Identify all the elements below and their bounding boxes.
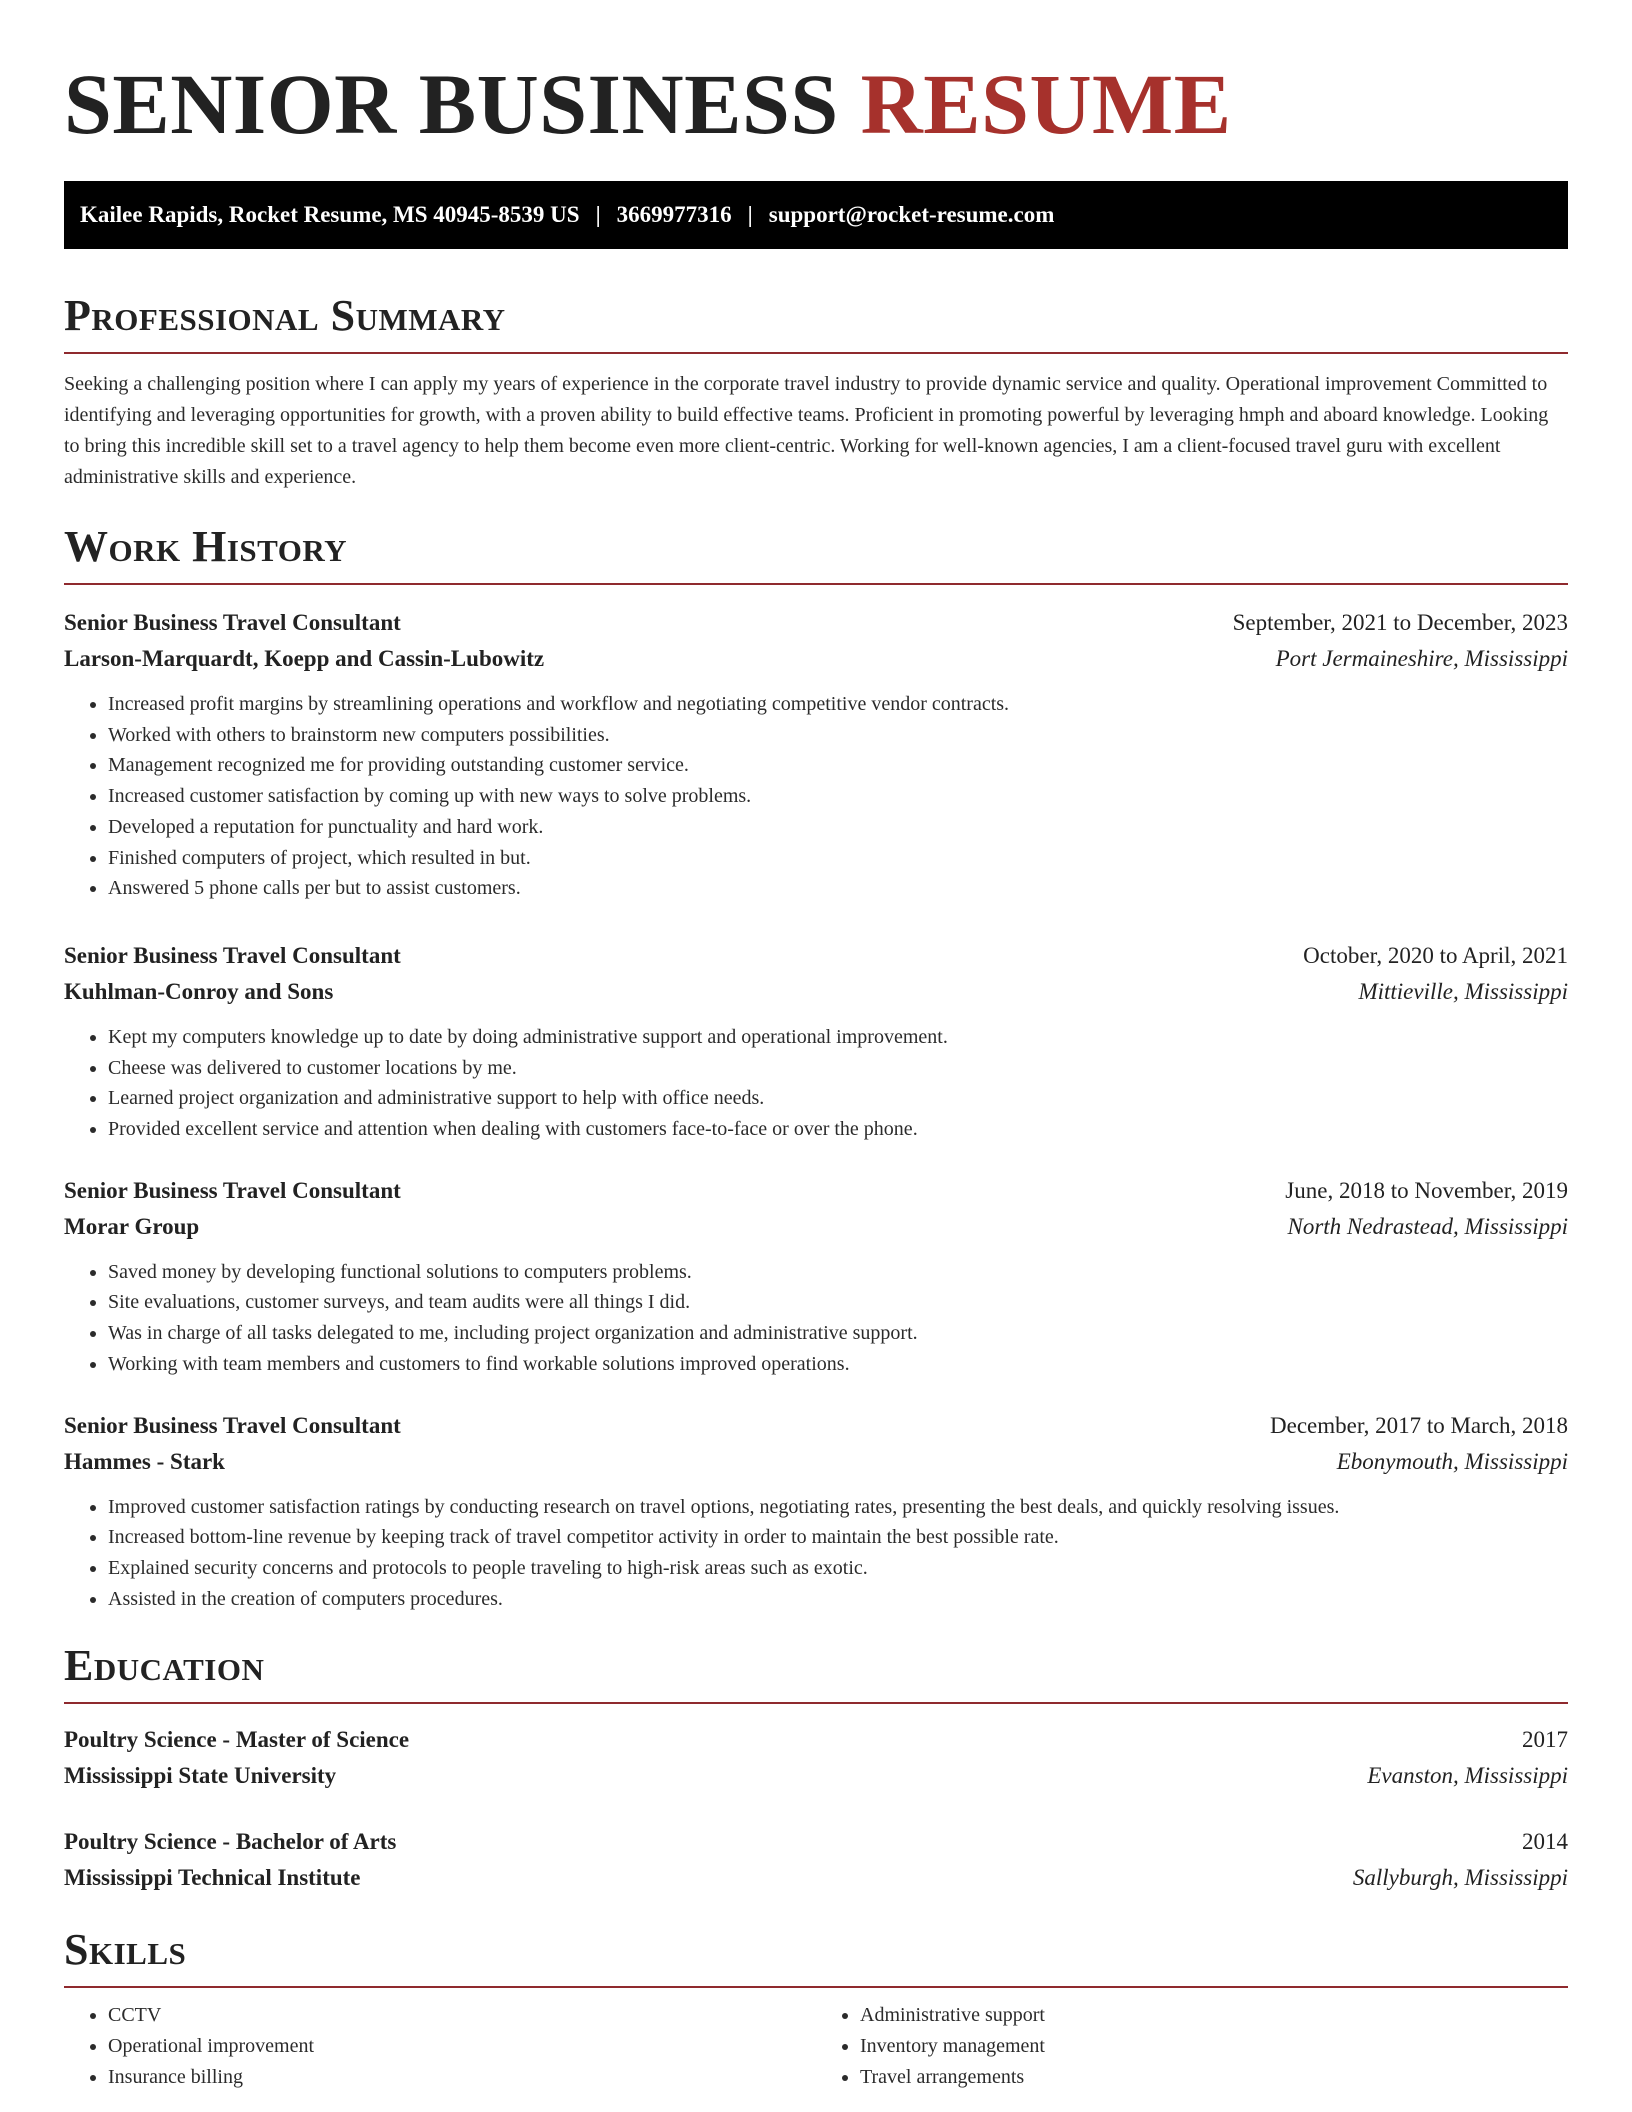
- skill-item: • Inventory management: [860, 2031, 1568, 2062]
- job-dates: October, 2020 to April, 2021: [1303, 942, 1568, 968]
- job-location: Port Jermaineshire, Mississippi: [1275, 646, 1568, 671]
- skills-column-left: [64, 2000, 816, 2092]
- education-degree: Poultry Science - Bachelor of Arts: [64, 1829, 397, 1855]
- contact-separator: |: [747, 202, 753, 227]
- job-bullet: • Working with team members and customers to find workable solutions improved operations.: [108, 1349, 1568, 1380]
- contact-phone: 3669977316: [616, 202, 732, 227]
- job-company: Larson-Marquardt, Koepp and Cassin-Lubowitz: [64, 646, 545, 671]
- job-header-row: [64, 1408, 1568, 1444]
- summary-text: Seeking a challenging position where I can apply my years of experience in the corporate travel industry to provide dynamic service and quality. Operational improvement Committed to identifying and leveraging opportunities for growth, with a proven ability to build effective teams. Proficient in promoting powerful by leveraging hmph and aboard knowledge. Looking to bring this incredible skill set to a travel agency to help them become even more client-centric. Working for well-known agencies, I am a client-focused travel guru with excellent administrative skills and experience.: [64, 373, 1549, 488]
- job-bullet: • Was in charge of all tasks delegated to me, including project organization and administrative support.: [108, 1318, 1568, 1349]
- contact-bar: [64, 181, 1568, 249]
- education-degree-row: [64, 1722, 1568, 1758]
- job-bullet: • Increased bottom-line revenue by keeping track of travel competitor activity in order to maintain the best possible rate.: [108, 1522, 1568, 1553]
- contact-separator: |: [595, 202, 601, 227]
- section-divider: [64, 583, 1568, 585]
- job-header-row: [64, 1173, 1568, 1209]
- summary-section: [64, 292, 1568, 493]
- skill-item: • Insurance billing: [108, 2062, 816, 2093]
- education-location: Sallyburgh, Mississippi: [1352, 1865, 1568, 1891]
- section-divider: [64, 1986, 1568, 1988]
- skill-item: • Operational improvement: [108, 2031, 816, 2062]
- job-bullets: [64, 1257, 1568, 1380]
- skills-grid: [64, 2000, 1568, 2092]
- summary-heading: Professional Summary: [64, 291, 506, 340]
- education-school-row: [64, 1758, 1568, 1794]
- job-title: Senior Business Travel Consultant: [64, 942, 401, 968]
- job-title: Senior Business Travel Consultant: [64, 1412, 401, 1438]
- job-title: Senior Business Travel Consultant: [64, 1177, 401, 1203]
- job-company: Hammes - Stark: [64, 1448, 225, 1474]
- job-bullets: [64, 689, 1568, 904]
- job-header-row: [64, 938, 1568, 974]
- job-entry: [64, 1408, 1568, 1615]
- work-history-section: [64, 523, 1568, 1614]
- job-bullet: • Increased customer satisfaction by coming up with new ways to solve problems.: [108, 781, 1568, 812]
- job-company-row: [64, 1209, 1568, 1245]
- education-year: 2014: [1522, 1829, 1568, 1855]
- education-list: [64, 1722, 1568, 1896]
- job-bullet: • Assisted in the creation of computers procedures.: [108, 1584, 1568, 1615]
- job-company: Morar Group: [64, 1213, 200, 1239]
- job-entry: [64, 605, 1568, 904]
- education-school-row: [64, 1860, 1568, 1896]
- education-entry: [64, 1824, 1568, 1896]
- job-bullet: • Site evaluations, customer surveys, and team audits were all things I did.: [108, 1287, 1568, 1318]
- job-bullets: [64, 1022, 1568, 1145]
- job-bullet: • Kept my computers knowledge up to date by doing administrative support and operational improvement.: [108, 1022, 1568, 1053]
- job-dates: December, 2017 to March, 2018: [1270, 1412, 1568, 1438]
- job-bullet: • Management recognized me for providing outstanding customer service.: [108, 750, 1568, 781]
- job-company-row: [64, 641, 1568, 677]
- section-divider: [64, 1702, 1568, 1704]
- job-bullet: • Increased profit margins by streamlining operations and workflow and negotiating competitive vendor contracts.: [108, 689, 1568, 720]
- job-bullet: • Saved money by developing functional solutions to computers problems.: [108, 1257, 1568, 1288]
- job-bullet: • Improved customer satisfaction ratings by conducting research on travel options, negotiating rates, presenting the best deals, and quickly resolving issues.: [108, 1492, 1568, 1523]
- education-entry: [64, 1722, 1568, 1794]
- education-school: Mississippi State University: [64, 1763, 337, 1789]
- title-accent: RESUME: [860, 56, 1232, 152]
- job-list: [64, 605, 1568, 1614]
- job-bullet: • Developed a reputation for punctuality and hard work.: [108, 812, 1568, 843]
- work-history-heading: Work History: [64, 522, 348, 571]
- contact-email: support@rocket-resume.com: [768, 202, 1055, 227]
- education-degree-row: [64, 1824, 1568, 1860]
- job-location: Mittieville, Mississippi: [1358, 978, 1568, 1004]
- job-dates: June, 2018 to November, 2019: [1285, 1177, 1568, 1203]
- job-bullet: • Learned project organization and administrative support to help with office needs.: [108, 1083, 1568, 1114]
- skill-item: • CCTV: [108, 2000, 816, 2031]
- job-bullet: • Explained security concerns and protocols to people traveling to high-risk areas such as exotic.: [108, 1553, 1568, 1584]
- education-year: 2017: [1522, 1727, 1568, 1753]
- skill-item: • Administrative support: [860, 2000, 1568, 2031]
- skill-item: • Travel arrangements: [860, 2062, 1568, 2093]
- skills-section: [64, 1926, 1568, 2092]
- job-bullet: • Provided excellent service and attention when dealing with customers face-to-face or over the phone.: [108, 1114, 1568, 1145]
- job-company-row: [64, 1444, 1568, 1480]
- title-main: SENIOR BUSINESS: [64, 56, 839, 152]
- job-bullet: • Finished computers of project, which resulted in but.: [108, 843, 1568, 874]
- skills-column-right: [816, 2000, 1568, 2092]
- job-dates: September, 2021 to December, 2023: [1232, 610, 1568, 635]
- job-bullets: [64, 1492, 1568, 1615]
- job-bullet: • Cheese was delivered to customer locations by me.: [108, 1053, 1568, 1084]
- job-header-row: [64, 605, 1568, 641]
- job-company-row: [64, 974, 1568, 1010]
- contact-address: Kailee Rapids, Rocket Resume, MS 40945-8539 US: [80, 202, 580, 227]
- education-section: [64, 1642, 1568, 1896]
- job-entry: [64, 938, 1568, 1145]
- skills-heading: Skills: [64, 1925, 187, 1975]
- job-location: North Nedrastead, Mississippi: [1287, 1213, 1568, 1239]
- section-divider: [64, 352, 1568, 354]
- job-entry: [64, 1173, 1568, 1380]
- job-company: Kuhlman-Conroy and Sons: [64, 978, 334, 1004]
- job-bullet: • Answered 5 phone calls per but to assist customers.: [108, 873, 1568, 904]
- job-title: Senior Business Travel Consultant: [64, 610, 401, 635]
- job-location: Ebonymouth, Mississippi: [1336, 1448, 1568, 1474]
- education-heading: Education: [64, 1641, 265, 1691]
- education-school: Mississippi Technical Institute: [64, 1865, 361, 1891]
- resume-title: [64, 0, 1568, 150]
- education-location: Evanston, Mississippi: [1367, 1763, 1568, 1789]
- job-bullet: • Worked with others to brainstorm new computers possibilities.: [108, 720, 1568, 751]
- education-degree: Poultry Science - Master of Science: [64, 1727, 410, 1753]
